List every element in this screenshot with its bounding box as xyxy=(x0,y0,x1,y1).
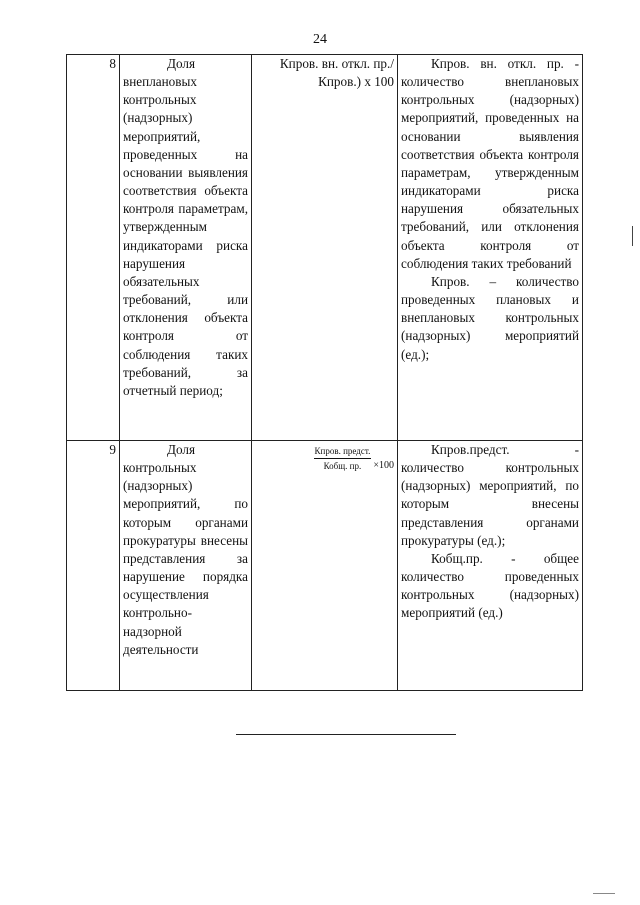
indicators-table xyxy=(66,54,583,691)
fraction-body xyxy=(314,446,372,472)
table-row xyxy=(67,441,583,691)
indicator-name-text: Доля контрольных (надзорных) мероприятий, по которым органами прокуратуры внесены представления за нарушение порядка осуществления контрольно-надзорной деятельности xyxy=(123,442,248,657)
indicator-formula: Кпров. вн. откл. пр./Кпров.) х 100 xyxy=(252,55,398,441)
indicator-name-text: Доля внеплановых контрольных (надзорных) мероприятий, проведенных на основании выявления соответствия объекта контроля параметрам, утвержденным индикаторами риска нарушения обязательных требований, или отклонения объекта контроля от соблюдения таких требований, за отчетный период; xyxy=(123,56,248,398)
formula-fraction xyxy=(314,446,394,472)
table-row xyxy=(67,55,583,441)
description-paragraph: Кпров.предст. - количество контрольных (надзорных) мероприятий, по которым внесены представления органами прокуратуры (ед.); xyxy=(401,442,579,548)
indicator-description xyxy=(398,441,583,691)
page-number: 24 xyxy=(313,32,327,47)
indicator-description xyxy=(398,55,583,441)
row-number: 9 xyxy=(67,441,120,691)
margin-mark xyxy=(632,226,633,246)
formula-denominator: Кобщ. пр. xyxy=(323,461,362,471)
indicator-name xyxy=(120,441,252,691)
formula-numerator: Кпров. предст. xyxy=(314,446,372,459)
description-paragraph: Кпров. – количество проведенных плановых и внеплановых контрольных (надзорных) мероприятий (ед.); xyxy=(401,273,579,362)
description-paragraph: Кпров. вн. откл. пр. - количество внеплановых контрольных (надзорных) мероприятий, проведенных на основании выявления соответствия объекта контроля параметрам, утвержденным индикаторами риска нарушения обязательных требований, или отклонения объекта контроля от соблюдения таких требований xyxy=(401,56,579,271)
row-number: 8 xyxy=(67,55,120,441)
description-paragraph: Кобщ.пр. - общее количество проведенных контрольных (надзорных) мероприятий (ед.) xyxy=(401,550,579,621)
formula-multiplier: ×100 xyxy=(373,459,394,471)
corner-mark xyxy=(593,893,615,894)
indicator-name xyxy=(120,55,252,441)
end-rule xyxy=(236,734,456,735)
indicator-formula xyxy=(252,441,398,691)
